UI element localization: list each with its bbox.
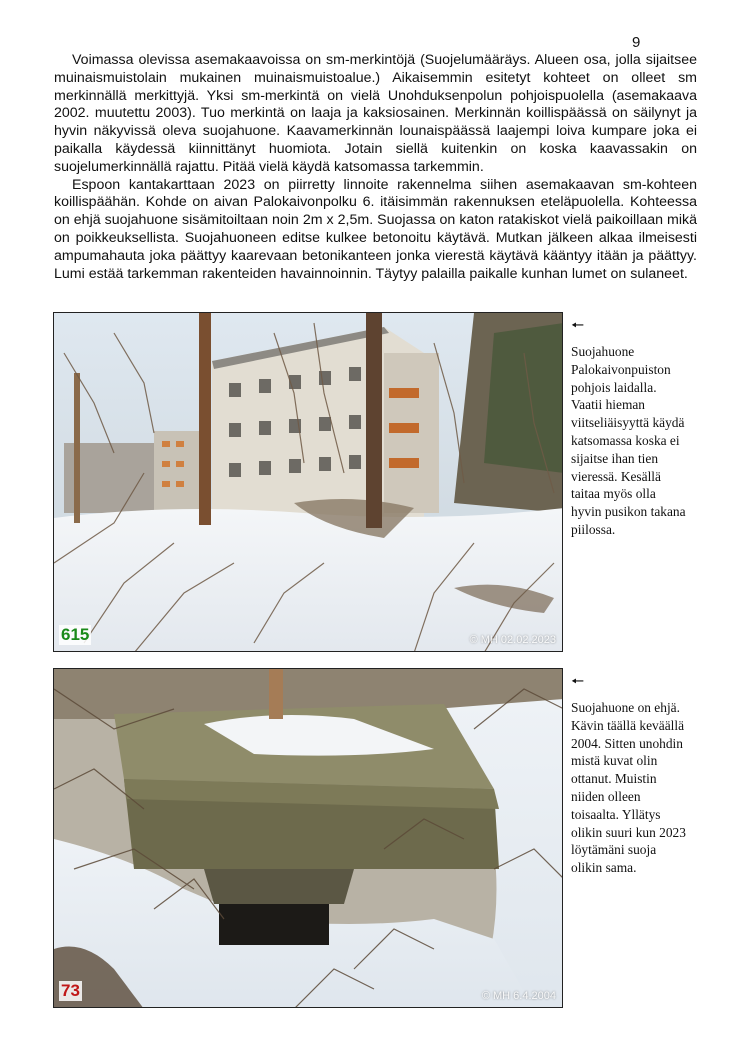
- body-text: [54, 52, 697, 283]
- paragraph-2: Espoon kantakarttaan 2023 on piirretty linnoite rakennelma siihen asemakaavan sm-kohteen koillispäähän. Kohde on aivan Palokaivonpolku 6. itäisimmän rakennuksen eteläpuolella. Kohteessa on ehjä suojahuone sisämitoiltaan noin 2m x 2,5m. Suojassa on katon ratakiskot vielä paikoillaan mikä on poikkeuksellista. Suojahuoneen editse kulkee betonoitu käytävä. Mutkan jälkeen alkaa ilmeisesti ampumahauta joka päättyy kaarevaan betonikanteen jonka vierestä käytävä kääntyy itään ja päättyy. Lumi estää tarkemman rakenteiden havainnoinnin. Täytyy palailla paikalle kunhan lumet on sulaneet.: [54, 176, 697, 282]
- left-arrow-icon: 🠔: [571, 316, 585, 334]
- caption-text: Suojahuone Palokaivonpuiston pohjois laidalla. Vaatii hieman viitseliäisyyttä käydä katsomassa koska ei sijaitse ihan tien vieressä. Kesällä taitaa myös olla hyvin pusikon takana piilossa.: [571, 344, 686, 537]
- photo-park-buildings: [53, 312, 563, 652]
- photo-credit: © MH 02.02.2023: [469, 634, 556, 646]
- left-arrow-icon: 🠔: [571, 672, 585, 690]
- caption-photo-615: [571, 316, 689, 539]
- photo-park-buildings-image: [54, 313, 563, 652]
- photo-credit: © MH 6.4.2004: [481, 990, 556, 1002]
- photo-bunker-image: [54, 669, 563, 1008]
- paragraph-1: Voimassa olevissa asemakaavoissa on sm-merkintöjä (Suojelumääräys. Alueen osa, jolla sijaitsee muinaismuistolain mukainen muinaismuistoalue.) Aikaisemmin esitetyt kohteet on olleet sm merkinnällä merkittyjä. Yksi sm-merkintä on vielä Unohduksenpolun pohjoispuolella (asemakaava 2002. muutettu 2003). Tuo merkintä on laaja ja kaksiosainen. Merkinnän koillispäässä on säilynyt ja hyvin näkyvissä oleva suojahuone. Kaavamerkinnän lounaispäässä laajempi loiva kumpare joka ei paikalla käydessä kiinnittänyt huomiota. Jotain siellä kuitenkin on koska kaavassakin on suojelumerkinnällä rajattu. Pitää vielä käydä katsomassa tarkemmin.: [54, 52, 697, 175]
- photo-number-615: 615: [61, 625, 90, 644]
- photo-number-73: 73: [61, 981, 80, 1000]
- photo-bunker: [53, 668, 563, 1008]
- page-number: 9: [632, 34, 641, 51]
- caption-text: Suojahuone on ehjä. Kävin täällä keväällä 2004. Sitten unohdin mistä kuvat olin ottanut. Muistin niiden olleen toisaalta. Yllätys olikin suuri kun 2023 löytämäni suoja olikin sama.: [571, 700, 686, 876]
- caption-photo-73: [571, 672, 689, 877]
